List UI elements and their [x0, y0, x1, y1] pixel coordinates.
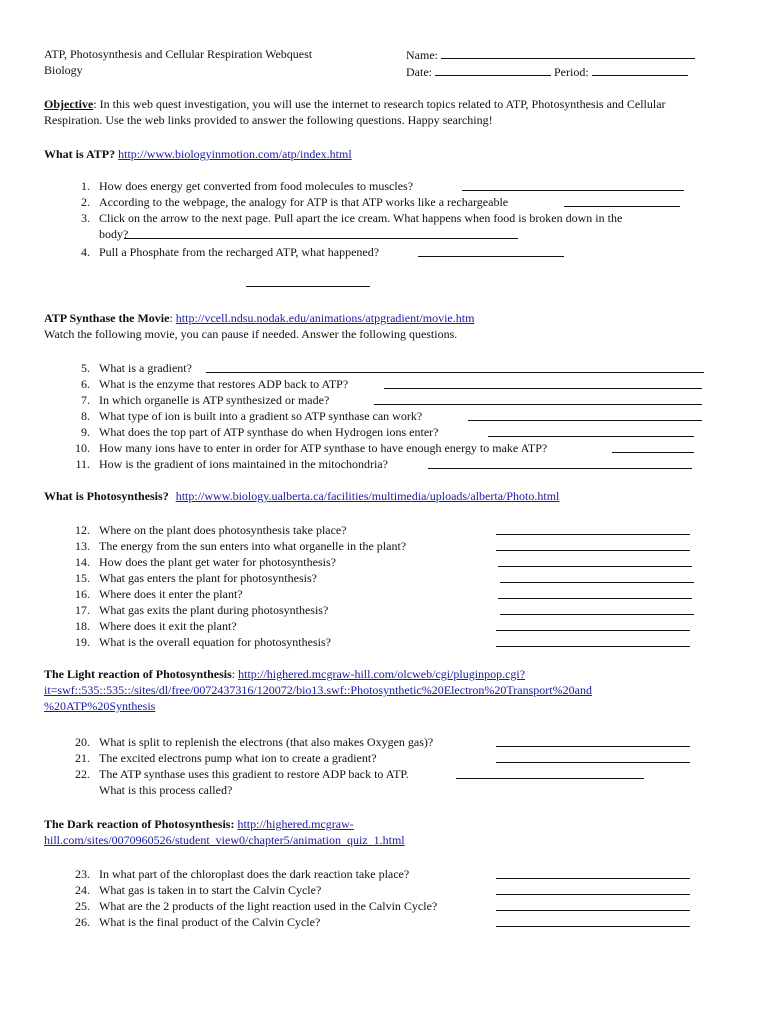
period-blank[interactable]	[592, 63, 688, 76]
answer-blank[interactable]	[498, 586, 692, 599]
name-blank[interactable]	[441, 46, 695, 59]
answer-blank[interactable]	[496, 618, 690, 631]
answer-blank[interactable]	[374, 392, 702, 405]
question-15	[44, 570, 724, 586]
question-2	[44, 194, 724, 210]
question-17	[44, 602, 724, 618]
header-left	[44, 46, 312, 78]
answer-blank[interactable]	[496, 866, 690, 879]
question-number: 7.	[81, 393, 90, 407]
question-number: 23.	[75, 867, 90, 881]
question-number: 17.	[75, 603, 90, 617]
question-number: 19.	[75, 635, 90, 649]
light-link-line-1[interactable]: http://highered.mcgraw-hill.com/olcweb/cgi/pluginpop.cgi?	[238, 667, 526, 681]
question-number: 11.	[75, 457, 90, 471]
question-16	[44, 586, 724, 602]
question-1	[44, 178, 724, 194]
answer-blank[interactable]	[206, 360, 704, 373]
question-number: 4.	[81, 245, 90, 259]
question-number: 20.	[75, 735, 90, 749]
question-number: 26.	[75, 915, 90, 929]
question-number: 5.	[81, 361, 90, 375]
answer-blank[interactable]	[500, 602, 694, 615]
question-number: 22.	[75, 767, 90, 781]
answer-blank[interactable]	[498, 554, 692, 567]
dark-link-line-1[interactable]: http://highered.mcgraw-	[237, 817, 354, 831]
light-link-line-2-row	[44, 682, 724, 698]
question-number: 6.	[81, 377, 90, 391]
answer-blank[interactable]	[496, 634, 690, 647]
question-text: Click on the arrow to the next page. Pull apart the ice cream. What happens when food is broken down in the	[99, 211, 623, 225]
question-19	[44, 634, 724, 650]
dark-link-line-2[interactable]: hill.com/sites/0070960526/student_view0/chapter5/animation_quiz_1.html	[44, 833, 405, 847]
question-text: What is the enzyme that restores ADP back to ATP?	[99, 377, 349, 391]
section-synthase-heading: ATP Synthase the Movie: http://vcell.ndsu.nodak.edu/animations/atpgradient/movie.htm	[44, 311, 475, 325]
question-22-continued	[44, 782, 724, 798]
objective-paragraph	[44, 96, 724, 128]
question-number: 13.	[75, 539, 90, 553]
name-label: Name:	[406, 48, 438, 62]
question-25	[44, 898, 724, 914]
question-text: In what part of the chloroplast does the dark reaction take place?	[99, 867, 410, 881]
question-text: What does the top part of ATP synthase do when Hydrogen ions enter?	[99, 425, 439, 439]
light-link-line-3[interactable]: %20ATP%20Synthesis	[44, 699, 156, 713]
question-text: Pull a Phosphate from the recharged ATP, what happened?	[99, 245, 380, 259]
question-text: What is split to replenish the electrons (that also makes Oxygen gas)?	[99, 735, 434, 749]
question-text: How is the gradient of ions maintained in the mitochondria?	[99, 457, 388, 471]
question-number: 10.	[75, 441, 90, 455]
answer-blank[interactable]	[428, 456, 692, 469]
question-number: 2.	[81, 195, 90, 209]
question-text: According to the webpage, the analogy for ATP is that ATP works like a rechargeable	[99, 195, 509, 209]
answer-blank[interactable]	[456, 766, 644, 779]
worksheet-page	[44, 46, 724, 929]
answer-blank[interactable]	[418, 244, 564, 257]
question-text: How does the plant get water for photosynthesis?	[99, 555, 336, 569]
question-text: The energy from the sun enters into what organelle in the plant?	[99, 539, 407, 553]
worksheet-header	[44, 46, 724, 80]
atp-heading: What is ATP?	[44, 147, 116, 161]
question-9	[44, 424, 724, 440]
question-text: What is a gradient?	[99, 361, 192, 375]
question-7	[44, 392, 724, 408]
atp-link[interactable]: http://www.biologyinmotion.com/atp/index.html	[118, 147, 352, 161]
question-3-continued	[44, 226, 724, 242]
light-link-line-3-row	[44, 698, 724, 714]
answer-blank[interactable]	[468, 408, 702, 421]
answer-blank[interactable]	[496, 522, 690, 535]
dark-heading: The Dark reaction of Photosynthesis:	[44, 817, 235, 831]
question-24	[44, 882, 724, 898]
question-number: 8.	[81, 409, 90, 423]
photosynthesis-link[interactable]: http://www.biology.ualberta.ca/facilities/multimedia/uploads/alberta/Photo.html	[175, 489, 560, 503]
question-text: The ATP synthase uses this gradient to restore ADP back to ATP.	[99, 767, 409, 781]
question-text: What gas exits the plant during photosynthesis?	[99, 603, 329, 617]
objective-label: Objective	[44, 97, 94, 111]
answer-blank[interactable]	[496, 898, 690, 911]
subject-label: Biology	[44, 63, 83, 77]
question-number: 21.	[75, 751, 90, 765]
question-14	[44, 554, 724, 570]
question-6	[44, 376, 724, 392]
question-10	[44, 440, 724, 456]
question-text: What is the final product of the Calvin Cycle?	[99, 915, 321, 929]
synthase-heading: ATP Synthase the Movie	[44, 311, 170, 325]
section-atp-heading	[44, 146, 724, 162]
question-number: 3.	[81, 211, 90, 225]
photosynthesis-heading: What is Photosynthesis?	[44, 489, 169, 503]
question-text: The excited electrons pump what ion to create a gradient?	[99, 751, 377, 765]
question-text: In which organelle is ATP synthesized or made?	[99, 393, 330, 407]
question-text-cont: body?	[99, 227, 129, 241]
answer-blank[interactable]	[564, 194, 680, 207]
question-21	[44, 750, 724, 766]
answer-blank[interactable]	[496, 882, 690, 895]
worksheet-title: ATP, Photosynthesis and Cellular Respiration Webquest	[44, 47, 313, 61]
section-dark-heading	[44, 816, 724, 832]
question-text: How does energy get converted from food molecules to muscles?	[99, 179, 414, 193]
question-number: 18.	[75, 619, 90, 633]
question-text: How many ions have to enter in order for ATP synthase to have enough energy to make ATP?	[99, 441, 548, 455]
answer-blank[interactable]	[496, 750, 690, 763]
question-text: What is the overall equation for photosynthesis?	[99, 635, 331, 649]
question-12	[44, 522, 724, 538]
section-light-heading: The Light reaction of Photosynthesis: http://highered.mcgraw-hill.com/olcweb/cgi/pluginpop.cgi?	[44, 667, 526, 681]
answer-blank[interactable]	[384, 376, 702, 389]
answer-blank[interactable]	[496, 914, 690, 927]
question-26	[44, 914, 724, 930]
question-text: What type of ion is built into a gradient so ATP synthase can work?	[99, 409, 423, 423]
question-text: What gas is taken in to start the Calvin Cycle?	[99, 883, 322, 897]
section-photosynthesis-heading	[44, 488, 724, 504]
question-number: 1.	[81, 179, 90, 193]
question-number: 16.	[75, 587, 90, 601]
question-22	[44, 766, 724, 782]
question-number: 15.	[75, 571, 90, 585]
question-4	[44, 244, 724, 260]
question-number: 25.	[75, 899, 90, 913]
dark-link-line-2-row	[44, 832, 724, 848]
question-text: Where does it enter the plant?	[99, 587, 243, 601]
answer-blank[interactable]	[500, 570, 694, 583]
question-11	[44, 456, 724, 472]
question-text: What gas enters the plant for photosynthesis?	[99, 571, 317, 585]
question-5	[44, 360, 724, 376]
answer-blank[interactable]	[496, 734, 690, 747]
question-number: 9.	[81, 425, 90, 439]
question-3	[44, 210, 724, 226]
answer-blank[interactable]	[462, 178, 684, 191]
date-blank[interactable]	[435, 63, 551, 76]
light-heading: The Light reaction of Photosynthesis	[44, 667, 232, 681]
period-label: Period:	[554, 65, 589, 79]
question-number: 24.	[75, 883, 90, 897]
question-23	[44, 866, 724, 882]
question-text-cont: What is this process called?	[99, 783, 233, 797]
light-link-line-2[interactable]: it=swf::535::535::/sites/dl/free/0072437316/120072/bio13.swf::Photosynthetic%20Electron%20Transport%20and	[44, 683, 592, 697]
question-text: Where on the plant does photosynthesis take place?	[99, 523, 347, 537]
objective-text: : In this web quest investigation, you will use the internet to research topics related to ATP, Photosynthesis and Cellular Respiration. Use the web links provided to answer the following questions. Happy searching!	[44, 97, 666, 127]
answer-blank[interactable]	[488, 424, 694, 437]
answer-blank[interactable]	[124, 226, 518, 239]
synthase-intro: Watch the following movie, you can pause if needed. Answer the following questions.	[44, 327, 458, 341]
question-18	[44, 618, 724, 634]
question-13	[44, 538, 724, 554]
question-text: What are the 2 products of the light reaction used in the Calvin Cycle?	[99, 899, 438, 913]
header-right	[406, 46, 695, 80]
question-20	[44, 734, 724, 750]
question-8	[44, 408, 724, 424]
answer-blank[interactable]	[246, 274, 370, 287]
question-number: 14.	[75, 555, 90, 569]
answer-blank[interactable]	[612, 440, 694, 453]
question-number: 12.	[75, 523, 90, 537]
question-text: Where does it exit the plant?	[99, 619, 237, 633]
date-label: Date:	[406, 65, 432, 79]
answer-blank[interactable]	[496, 538, 690, 551]
synthase-link[interactable]: http://vcell.ndsu.nodak.edu/animations/atpgradient/movie.htm	[175, 311, 475, 325]
